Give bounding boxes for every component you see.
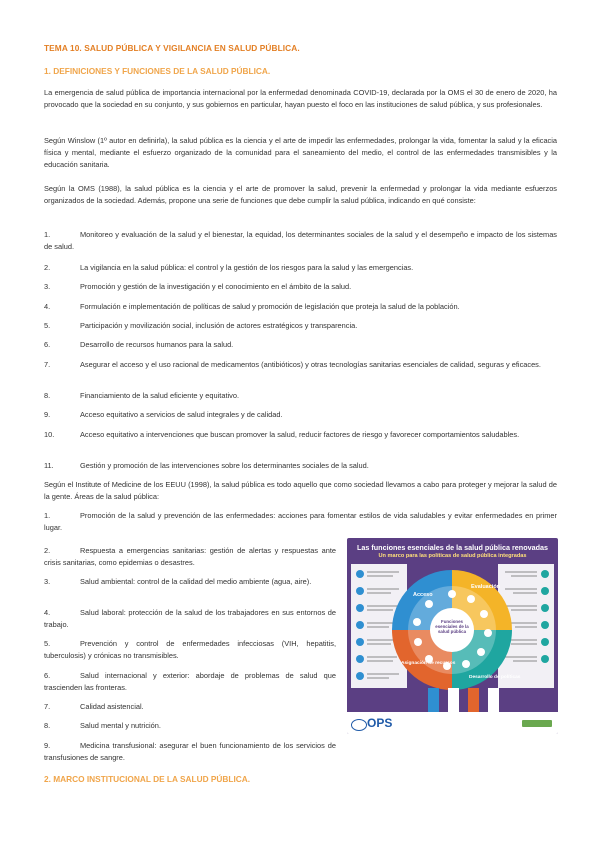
list-item: 1. Monitoreo y evaluación de la salud y el bienestar, la equidad, los determinantes sociales de la salud y el desempeño e impacto de los sistemas de salud. (44, 230, 557, 251)
ops-logo: OPS (367, 716, 393, 730)
list-item: 7. Calidad asistencial. (44, 702, 144, 711)
list-item: 9. Medicina transfusional: asegurar el buen funcionamiento de los servicios de transfusiones de sangre. (44, 741, 336, 762)
paragraph-iom: Según el Institute of Medicine de los EEUU (1998), la salud pública es todo aquello que como sociedad llevamos a cabo para proteger y mejorar la salud de la gente. Áreas de la salud pública: (44, 480, 557, 501)
ring-label-policy: Desarrollo de políticas (469, 675, 521, 680)
list-item: 11. Gestión y promoción de las intervenciones sobre los determinantes sociales de la salud. (44, 461, 369, 470)
list-item: 1. Promoción de la salud y prevención de las enfermedades: acciones para fomentar estilos de vida saludables y evitar enfermedades en primer lugar. (44, 511, 557, 532)
list-item: 5. Participación y movilización social, inclusión de actores estratégicos y transparencia. (44, 321, 358, 330)
list-item: 2. La vigilancia en la salud pública: el control y la gestión de los riesgos para la salud y las emergencias. (44, 263, 414, 272)
partner-logo (522, 720, 552, 727)
infographic-footer (347, 712, 558, 734)
center-label: Funciones esenciales de la salud pública (435, 619, 469, 634)
section-heading-definitions: 1. DEFINICIONES Y FUNCIONES DE LA SALUD PÚBLICA. (44, 66, 271, 76)
list-item: 7. Asegurar el acceso y el uso racional de medicamentos (antibióticos) y otras tecnologías sanitarias esenciales de calidad, seguras y eficaces. (44, 360, 541, 369)
document-title: TEMA 10. SALUD PÚBLICA Y VIGILANCIA EN SALUD PÚBLICA. (44, 43, 300, 53)
ring-label-access: Acceso (413, 592, 433, 598)
list-item: 3. Salud ambiental: control de la calidad del medio ambiente (agua, aire). (44, 577, 312, 586)
public-health-functions-infographic (347, 538, 558, 734)
paragraph-winslow: Según Winslow (1º autor en definirla), la salud pública es la ciencia y el arte de impedir las enfermedades, prolongar la vida, fomentar la salud y la eficacia física y mental, mediante el esfuerzo organizado de la comunidad para el saneamiento del medio, el control de las enfermedades transmisibles y la educación sanitaria. (44, 136, 557, 169)
list-item: 6. Salud internacional y exterior: abordaje de problemas de salud que trascienden las fronteras. (44, 671, 336, 692)
section-heading-institutional: 2. MARCO INSTITUCIONAL DE LA SALUD PÚBLICA. (44, 774, 251, 784)
list-item: 10. Acceso equitativo a intervenciones que buscan promover la salud, reducir factores de riesgo y favorecer comportamientos saludables. (44, 430, 520, 439)
infographic-title: Las funciones esenciales de la salud pública renovadas (357, 543, 548, 552)
ring-label-resources: Asignación de recursos (401, 661, 456, 666)
ring-label-evaluation: Evaluación (471, 584, 501, 590)
list-item: 6. Desarrollo de recursos humanos para la salud. (44, 340, 234, 349)
list-item: 2. Respuesta a emergencias sanitarias: gestión de alertas y respuestas ante crisis sanitarias, como epidemias o desastres. (44, 546, 336, 567)
list-item: 4. Formulación e implementación de políticas de salud y promoción de legislación que proteja la salud de la población. (44, 302, 460, 311)
list-item: 9. Acceso equitativo a servicios de salud integrales y de calidad. (44, 410, 283, 419)
list-item: 8. Salud mental y nutrición. (44, 721, 161, 730)
list-item: 8. Financiamiento de la salud eficiente y equitativo. (44, 391, 239, 400)
list-item: 5. Prevención y control de enfermedades infecciosas (VIH, hepatitis, tuberculosis) y crónicas no transmisibles. (44, 639, 336, 660)
list-item: 3. Promoción y gestión de la investigación y el conocimiento en el ámbito de la salud. (44, 282, 352, 291)
paragraph-covid: La emergencia de salud pública de importancia internacional por la enfermedad denominada COVID-19, declarada por la OMS el 30 de enero de 2020, ha provocado que la sociedad en su conjunto, y sus gobiernos en particular, hayan puesto el foco en las instituciones de salud pública, y sus profesionales. (44, 88, 557, 109)
globe-icon (351, 719, 367, 731)
list-item: 4. Salud laboral: protección de la salud de los trabajadores en sus entornos de trabajo. (44, 608, 336, 629)
paragraph-oms: Según la OMS (1988), la salud pública es la ciencia y el arte de promover la salud, prevenir la enfermedad y prolongar la vida mediante esfuerzos organizados de la sociedad. Además, propone una serie de funciones que debe cumplir la salud pública, indicando en qué consiste: (44, 184, 557, 205)
infographic-subtitle: Un marco para las políticas de salud pública integradas (378, 553, 527, 559)
